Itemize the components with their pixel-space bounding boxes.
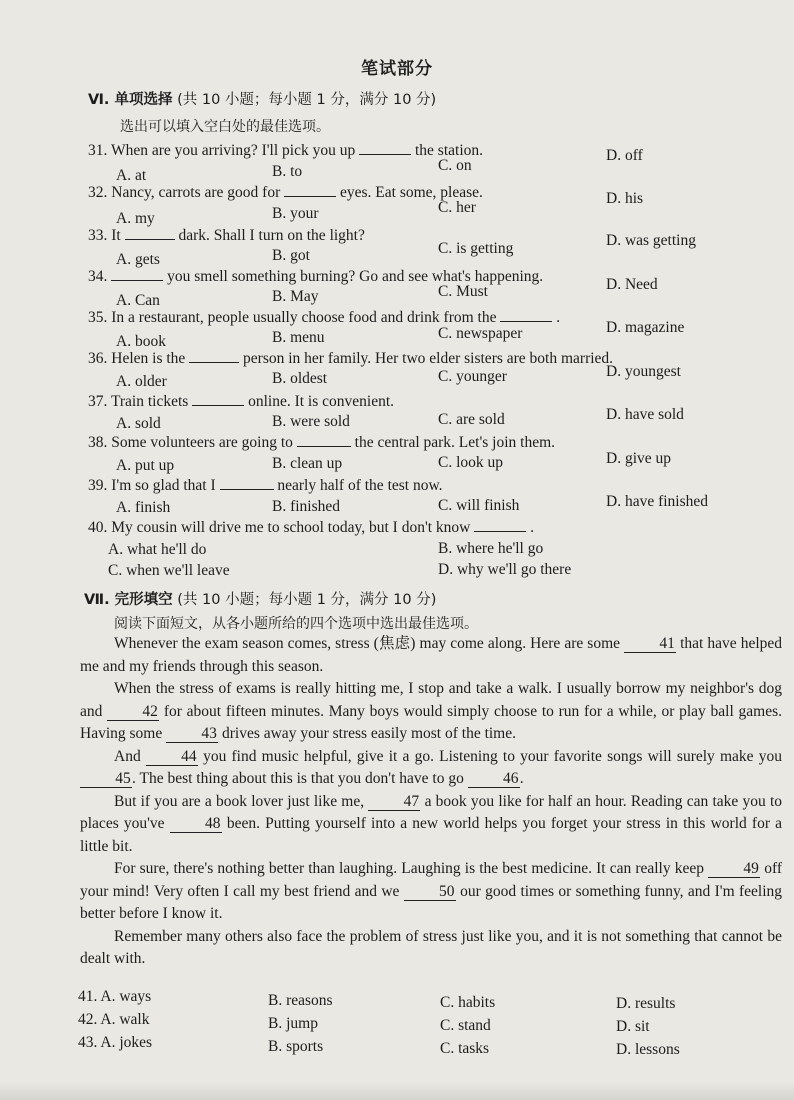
answer-blank	[474, 519, 526, 532]
option-d: D. have sold	[606, 406, 684, 423]
page-bottom-edge	[0, 1082, 794, 1100]
blank-46: 46	[468, 771, 520, 788]
passage-text: When the stress of exams is really hitting me, I stop and take a walk. I usually borrow my neighbor's dog and	[80, 680, 782, 720]
option-b: B. were sold	[272, 413, 350, 430]
passage-text: .	[519, 770, 524, 787]
cloze-passage	[80, 633, 782, 971]
question-stem: 37. Train tickets	[88, 393, 189, 410]
answer-blank	[500, 309, 552, 322]
option-c: C. newspaper	[438, 325, 523, 342]
cloze-41-option-d: D. results	[616, 995, 676, 1012]
option-c: C. her	[438, 199, 476, 216]
option-c: C. on	[438, 157, 472, 174]
cloze-41-option-c: C. habits	[440, 994, 496, 1011]
cloze-42-option-c: C. stand	[440, 1017, 491, 1034]
passage-text: Whenever the exam season comes, stress (焦虑) may come along. Here are some	[114, 635, 621, 652]
option-d: D. off	[606, 147, 643, 164]
question-stem: 39. I'm so glad that I	[88, 477, 216, 494]
option-a: A. older	[116, 373, 167, 390]
answer-blank	[284, 184, 336, 197]
blank-50: 50	[404, 884, 456, 901]
cloze-43-option-c: C. tasks	[440, 1040, 490, 1057]
cloze-43-option-b: B. sports	[268, 1038, 324, 1055]
passage-text: for about fifteen minutes. Many boys would simply choose to run for a while, or play ball games. Having some	[80, 702, 782, 742]
option-a: A. sold	[116, 415, 161, 432]
question-stem: 32. Nancy, carrots are good for	[88, 184, 281, 201]
cloze-42-option-b: B. jump	[268, 1015, 318, 1032]
question-stem-tail: the central park. Let's join them.	[354, 434, 556, 451]
option-b: B. where he'll go	[438, 540, 544, 557]
passage-paragraph-4	[80, 791, 782, 859]
cloze-41-option-b: B. reasons	[268, 992, 333, 1009]
option-c: C. look up	[438, 454, 504, 471]
option-a: A. book	[116, 333, 166, 350]
option-d: D. why we'll go there	[438, 561, 572, 578]
option-a: A. finish	[116, 499, 171, 516]
passage-paragraph-2	[80, 678, 782, 746]
option-d: D. youngest	[606, 363, 681, 380]
question-stem-tail: dark. Shall I turn on the light?	[178, 227, 365, 244]
passage-text: But if you are a book lover just like me,	[114, 792, 365, 810]
passage-text: a book you like for half an hour. Reading can take you to places you've	[80, 792, 783, 832]
option-d: D. give up	[606, 450, 672, 467]
cloze-42-option-d: D. sit	[616, 1018, 650, 1035]
passage-text: drives away your stress easily most of the time.	[221, 725, 516, 742]
option-c: C. will finish	[438, 497, 520, 514]
section-6-note: (共 10 小题；每小题 1 分，满分 10 分)	[177, 92, 437, 108]
section-7-instruction: 阅读下面短文，从各小题所给的四个选项中选出最佳选项。	[114, 616, 478, 632]
passage-paragraph-3	[80, 746, 782, 791]
passage-paragraph-5	[80, 858, 782, 926]
answer-blank	[189, 350, 239, 363]
option-d: D. magazine	[606, 319, 685, 336]
blank-45: 45	[80, 771, 132, 788]
passage-text: Remember many others also face the problem of stress just like you, and it is not something that cannot be dealt with.	[80, 927, 782, 967]
option-b: B. got	[272, 247, 310, 264]
passage-text: . The best thing about this is that you don't have to go	[132, 770, 464, 787]
blank-49: 49	[708, 861, 760, 878]
option-d: D. Need	[606, 276, 658, 293]
option-b: B. clean up	[272, 455, 343, 472]
blank-44: 44	[146, 749, 198, 766]
question-stem-tail: you smell something burning? Go and see what's happening.	[167, 268, 544, 285]
question-stem: 36. Helen is the	[88, 350, 186, 367]
cloze-41-option-a: 41. A. ways	[78, 988, 152, 1005]
option-a: A. put up	[116, 457, 175, 474]
answer-blank	[125, 227, 175, 240]
option-a: A. my	[116, 210, 155, 227]
question-40	[88, 519, 728, 537]
question-stem: 31. When are you arriving? I'll pick you up	[88, 142, 356, 159]
section-6-heading	[88, 88, 436, 109]
option-b: B. to	[272, 163, 303, 180]
passage-text: off your mind! Very often I call my best friend and we	[80, 860, 782, 900]
option-b: B. May	[272, 288, 319, 305]
answer-blank	[359, 142, 411, 155]
question-stem-tail: online. It is convenient.	[248, 393, 395, 410]
option-c: C. are sold	[438, 411, 505, 428]
passage-paragraph-1	[80, 633, 782, 678]
page-title: 笔试部分	[361, 59, 433, 79]
blank-43: 43	[166, 726, 218, 743]
option-a: A. what he'll do	[108, 541, 207, 558]
option-d: D. was getting	[606, 232, 696, 249]
blank-41: 41	[624, 636, 676, 653]
option-b: B. menu	[272, 329, 325, 346]
option-a: A. gets	[116, 251, 160, 268]
option-b: B. oldest	[272, 370, 328, 387]
option-c: C. is getting	[438, 240, 514, 257]
question-stem: 35. In a restaurant, people usually choose food and drink from the	[88, 309, 497, 326]
passage-text: And	[114, 747, 141, 765]
passage-text: been. Putting yourself into a new world helps you forget your stress in this world for a little bit.	[80, 815, 783, 855]
section-6-instruction: 选出可以填入空白处的最佳选项。	[120, 119, 330, 135]
passage-paragraph-6	[80, 926, 782, 971]
cloze-43-option-d: D. lessons	[616, 1041, 680, 1058]
question-stem: 33. It	[88, 227, 121, 244]
passage-text: that have helped me and my friends through this season.	[80, 635, 783, 675]
answer-blank	[220, 477, 274, 490]
option-b: B. finished	[272, 498, 341, 515]
question-stem: 40. My cousin will drive me to school today, but I don't know	[88, 519, 471, 536]
question-stem: 38. Some volunteers are going to	[88, 434, 293, 451]
option-d: D. his	[606, 190, 644, 207]
option-a: A. at	[116, 167, 147, 184]
cloze-43-option-a: 43. A. jokes	[78, 1034, 153, 1051]
question-stem-tail: .	[556, 309, 561, 326]
section-7-heading	[84, 588, 436, 609]
question-stem: 34.	[88, 268, 108, 285]
option-c: C. younger	[438, 368, 507, 385]
blank-42: 42	[107, 704, 159, 721]
option-b: B. your	[272, 205, 319, 222]
question-stem-tail: nearly half of the test now.	[277, 477, 443, 494]
cloze-42-option-a: 42. A. walk	[78, 1011, 150, 1028]
answer-blank	[192, 393, 244, 406]
passage-text: you find music helpful, give it a go. Listening to your favorite songs will surely make you	[203, 747, 782, 765]
section-6-title: Ⅵ. 单项选择	[88, 92, 173, 108]
section-7-note: (共 10 小题；每小题 1 分，满分 10 分)	[177, 592, 437, 608]
answer-blank	[111, 268, 163, 281]
passage-text: our good times or something funny, and I'm feeling better before I know it.	[80, 882, 782, 922]
question-stem-tail: person in her family. Her two elder sisters are both married.	[243, 350, 614, 367]
blank-48: 48	[170, 816, 222, 833]
question-stem-tail: eyes. Eat some, please.	[340, 184, 483, 201]
blank-47: 47	[368, 794, 420, 811]
option-d: D. have finished	[606, 493, 709, 510]
option-c: C. Must	[438, 283, 488, 300]
question-stem-tail: the station.	[414, 142, 484, 159]
section-7-title: Ⅶ. 完形填空	[84, 592, 173, 608]
answer-blank	[297, 434, 351, 447]
passage-text: For sure, there's nothing better than laughing. Laughing is the best medicine. It can really keep	[114, 860, 704, 877]
option-c: C. when we'll leave	[108, 562, 230, 579]
question-stem-tail: .	[530, 519, 534, 536]
option-a: A. Can	[116, 292, 160, 309]
